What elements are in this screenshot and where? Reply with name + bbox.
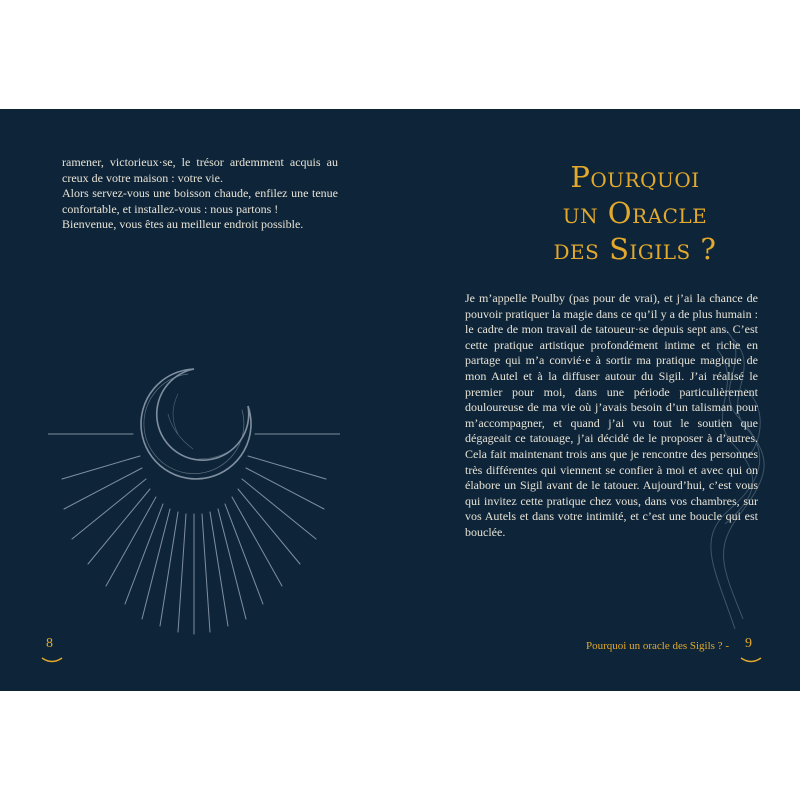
right-page-body: Je m’appelle Poulby (pas pour de vrai), et j’ai la chance de pouvoir pratiquer la magie dans ce qu’il y a de plus humain : le cadre de mon travail de tatoueur·se depuis sept ans. C’est cette pratique artistique profondément intime et riche en partage qui m’a convié·e à sortir ma pratique magique de mon Autel et à la diffuser autour du Sigil. J’ai réalisé le premier pour moi, dans une période particulièrement douloureuse de ma vie où j’avais besoin d’un talisman pour m’accompagner, et quand j’ai vu tout le soutien que dégageait ce tatouage, j’ai décidé de le proposer à d’autres. Cela fait maintenant trois ans que je rencontre des personnes très différentes qui viennent se confier à moi et avec qui on élabore un Sigil avant de le tatouer. Aujourd’hui, c’est vous qui invitez cette pratique chez vous, dans vos chambres, sur vos Autels et dans votre intimité, et c’est une boucle qui est bouclée. <box>465 291 758 539</box>
chapter-title-line: Pourquoi <box>570 160 700 194</box>
page-number-swoosh-icon <box>739 656 763 664</box>
chapter-title <box>480 159 790 267</box>
chapter-title-line: un Oracle <box>562 196 708 230</box>
left-page <box>0 109 400 691</box>
book-spread <box>0 109 800 691</box>
left-paragraph: Alors servez-vous une boisson chaude, enfilez une tenue confortable, et installez-vous : nous partons ! <box>62 186 338 216</box>
crescent-moon-icon <box>48 364 340 644</box>
left-paragraph: ramener, victorieux·se, le trésor ardemment acquis au creux de votre maison : votre vie. <box>62 155 338 185</box>
left-paragraph: Bienvenue, vous êtes au meilleur endroit possible. <box>62 217 304 232</box>
page-number-swoosh-icon <box>40 656 64 664</box>
running-head: Pourquoi un oracle des Sigils ? - <box>586 640 729 652</box>
chapter-title-line: des Sigils ? <box>553 232 717 266</box>
left-page-text <box>62 155 338 233</box>
right-page <box>400 109 800 691</box>
page-number-left: 8 <box>46 636 53 651</box>
page-number-right: 9 <box>745 636 752 651</box>
